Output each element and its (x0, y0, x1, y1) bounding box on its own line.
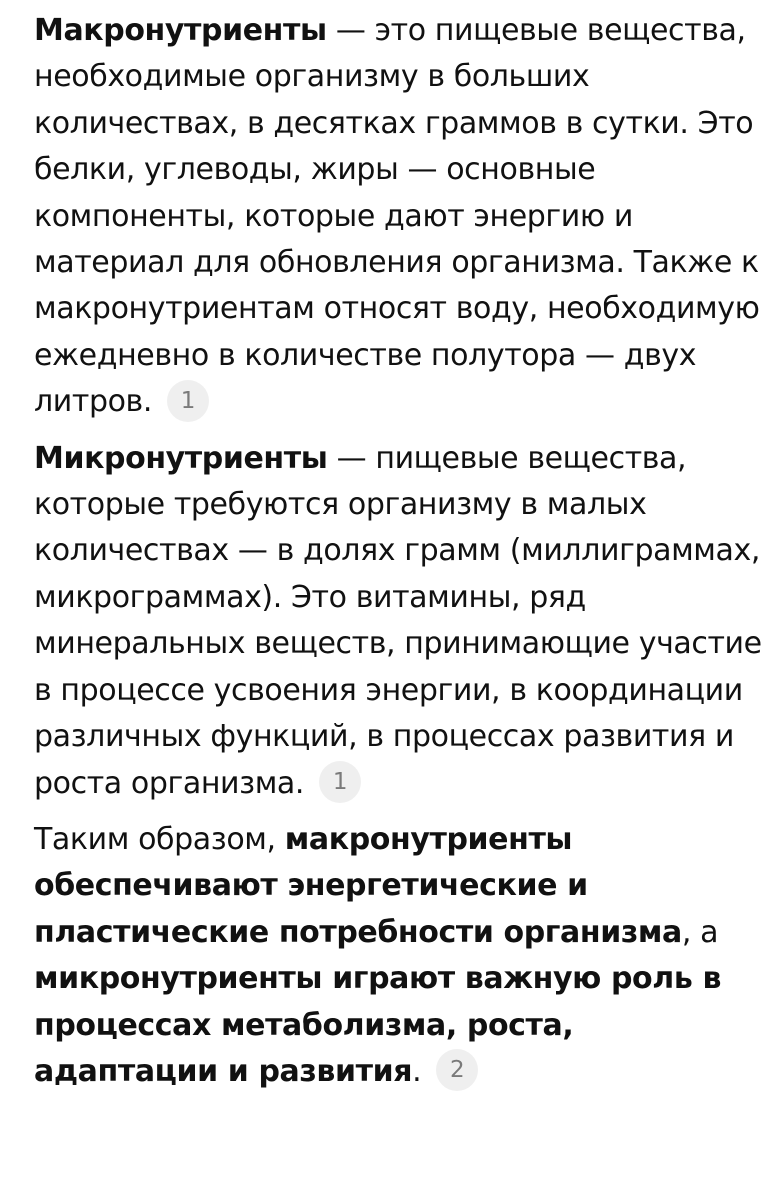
definition-macronutrients: — это пищевые вещества, необходимые организму в больших количествах, в десятках граммов в сутки. Это белки, углеводы, жиры — основные компоненты, которые дают энергию и материал для обновления организма. Также к макронутриентам относят воду, необходимую ежедневно в количестве полутора — двух литров. (34, 13, 760, 420)
conclusion-bold-micro: микронутриенты играют важную роль в процессах метаболизма, роста, адаптации и развития (34, 961, 722, 1089)
definition-micronutrients: — пищевые вещества, которые требуются организму в малых количествах — в долях грамм (миллиграммах, микрограммах). Это витамины, ряд минеральных веществ, принимающие участие в процессе усвоения энергии, в координации различных функций, в процессах развития и роста организма. (34, 440, 762, 801)
source-reference-badge[interactable]: 2 (436, 1049, 478, 1091)
term-micronutrients: Микронутриенты (34, 440, 328, 476)
conclusion-bold-macro: макронутриенты обеспечивают энергетические и пластические потребности организма (34, 821, 682, 950)
source-reference-badge[interactable]: 1 (167, 380, 209, 422)
term-macronutrients: Макронутриенты (34, 13, 327, 48)
source-reference-badge[interactable]: 1 (319, 761, 361, 803)
paragraph-macronutrients (34, 8, 764, 426)
conclusion-end: . (412, 1053, 422, 1089)
paragraph-micronutrients (34, 436, 764, 807)
paragraph-conclusion (34, 817, 764, 1095)
conclusion-intro: Таким образом, (34, 821, 285, 857)
conclusion-middle: , а (681, 914, 719, 950)
answer-text (34, 8, 764, 1105)
